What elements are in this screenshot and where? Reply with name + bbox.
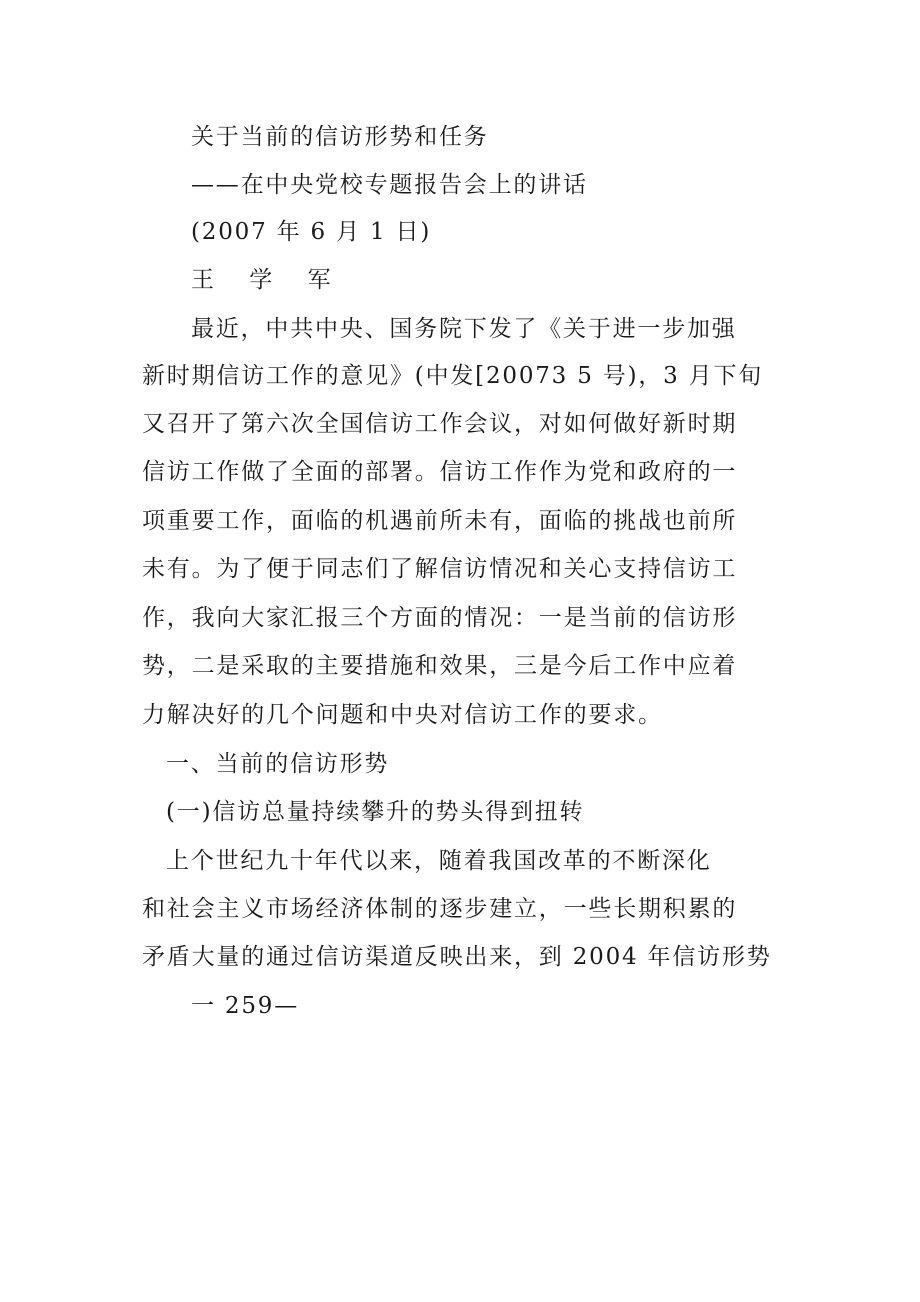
intro-line: 未有。为了便于同志们了解信访情况和关心支持信访工 <box>142 556 738 582</box>
intro-line: 力解决好的几个问题和中央对信访工作的要求。 <box>142 702 663 728</box>
body-line: 上个世纪九十年代以来，随着我国改革的不断深化 <box>166 848 712 874</box>
intro-line: 新时期信访工作的意见》(中发[20073 5 号)，3 月下旬 <box>142 363 764 389</box>
intro-line: 又召开了第六次全国信访工作会议，对如何做好新时期 <box>142 411 738 437</box>
subsection-heading: (一)信访总量持续攀升的势头得到扭转 <box>166 799 585 825</box>
intro-line: 最近，中共中央、国务院下发了《关于进一步加强 <box>191 316 737 342</box>
document-date: (2007 年 6 月 1 日) <box>191 219 432 245</box>
body-line: 矛盾大量的通过信访渠道反映出来，到 2004 年信访形势 <box>142 944 772 970</box>
intro-line: 项重要工作，面临的机遇前所未有，面临的挑战也前所 <box>142 508 738 534</box>
document-title: 关于当前的信访形势和任务 <box>191 124 489 150</box>
intro-line: 信访工作做了全面的部署。信访工作作为党和政府的一 <box>142 459 738 485</box>
body-line: 和社会主义市场经济体制的逐步建立，一些长期积累的 <box>142 896 738 922</box>
page-number: 一 259— <box>191 993 300 1019</box>
intro-line: 势，二是采取的主要措施和效果，三是今后工作中应着 <box>142 653 738 679</box>
document-author: 王 学 军 <box>191 267 345 293</box>
intro-line: 作，我向大家汇报三个方面的情况：一是当前的信访形 <box>142 605 738 631</box>
document-subtitle: ——在中央党校专题报告会上的讲话 <box>191 172 588 198</box>
section-heading: 一、当前的信访形势 <box>166 751 390 777</box>
